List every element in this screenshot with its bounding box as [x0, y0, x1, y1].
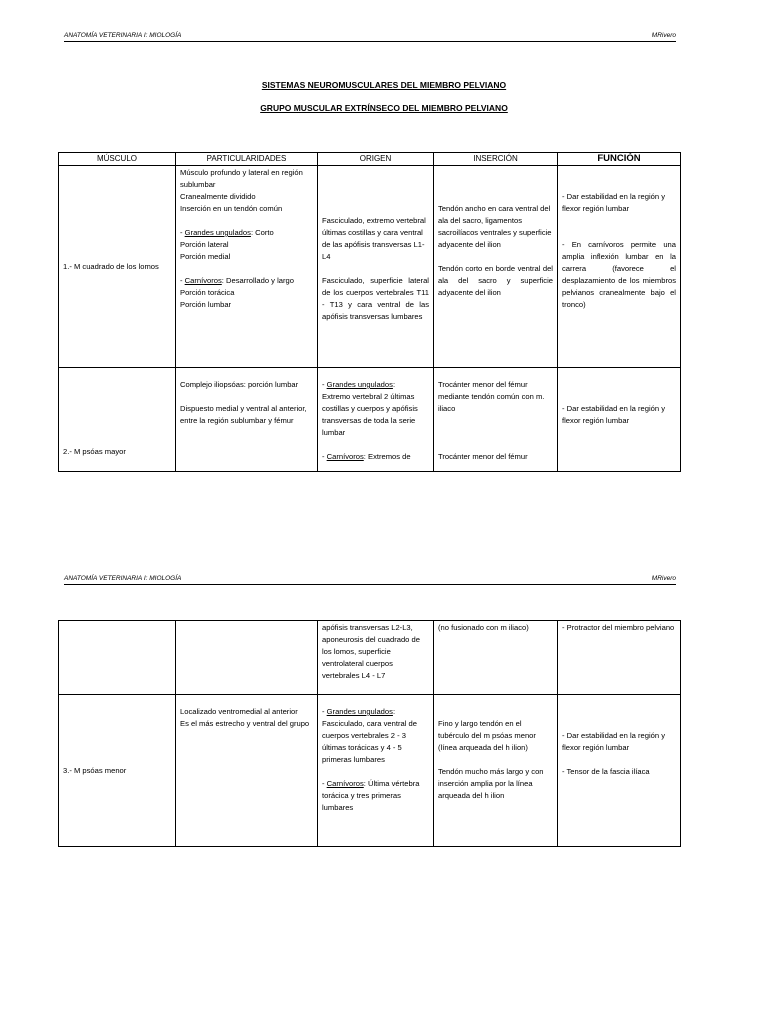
- cell-insercion: Fino y largo tendón en el tubérculo del m psóas menor (línea arqueada del h ilion) Tendón mucho más largo y con inserción amplia por la línea arqueada del h ilion: [434, 695, 558, 847]
- cell-particularidades: Complejo iliopsóas: porción lumbar Dispuesto medial y ventral al anterior, entre la región sublumbar y fémur: [176, 368, 318, 472]
- table-row: [59, 166, 681, 368]
- cell-particularidades: Músculo profundo y lateral en región sublumbar Cranealmente dividido Inserción en un tendón común - Grandes ungulados: Corto Porción lateral Porción medial - Carnívoros: Desarrollado y largo Porción torácica Porción lumbar: [176, 166, 318, 368]
- col-header-origen: ORIGEN: [318, 153, 434, 166]
- header-right: MRivero: [651, 32, 676, 39]
- cell-musculo: 1.- M cuadrado de los lomos: [59, 166, 176, 368]
- cell-particularidades: Localizado ventromedial al anterior Es el más estrecho y ventral del grupo: [176, 695, 318, 847]
- header-left: ANATOMÍA VETERINARIA I: MIOLOGÍA: [64, 575, 182, 582]
- page-subtitle: GRUPO MUSCULAR EXTRÍNSECO DEL MIEMBRO PELVIANO: [260, 103, 508, 113]
- cell-insercion: (no fusionado con m iliaco): [434, 621, 558, 695]
- header-right: MRivero: [651, 575, 676, 582]
- muscle-table-continued: [58, 620, 681, 847]
- header-left: ANATOMÍA VETERINARIA I: MIOLOGÍA: [64, 32, 182, 39]
- cell-insercion: Tendón ancho en cara ventral del ala del sacro, ligamentos sacroilíacos ventrales y superficie adyacente del ilion Tendón corto en borde ventral del ala del sacro y superficie adyacente del ilion: [434, 166, 558, 368]
- col-header-musculo: MÚSCULO: [59, 153, 176, 166]
- muscle-table: [58, 152, 681, 472]
- table-row: [59, 368, 681, 472]
- cell-funcion: - Protractor del miembro pelviano: [558, 621, 681, 695]
- running-header: [64, 575, 676, 585]
- cell-funcion: - Dar estabilidad en la región y flexor región lumbar - En carnívoros permite una amplia inflexión lumbar en la carrera (favorece el desplazamiento de los miembros pelvianos cranealmente bajo el tronco): [558, 166, 681, 368]
- col-header-funcion: FUNCIÓN: [558, 153, 681, 166]
- table-header-row: [59, 153, 681, 166]
- table-row: [59, 621, 681, 695]
- cell-origen: - Grandes ungulados: Fasciculado, cara ventral de cuerpos vertebrales 2 - 3 últimas torácicas y 4 - 5 primeras lumbares - Carnívoros: Última vértebra torácica y tres primeras lumbares: [318, 695, 434, 847]
- cell-insercion: Trocánter menor del fémur mediante tendón común con m. iliaco Trocánter menor del fémur: [434, 368, 558, 472]
- table-row: [59, 695, 681, 847]
- page-title: SISTEMAS NEUROMUSCULARES DEL MIEMBRO PELVIANO: [261, 80, 507, 90]
- cell-particularidades: [176, 621, 318, 695]
- cell-musculo: [59, 621, 176, 695]
- col-header-insercion: INSERCIÓN: [434, 153, 558, 166]
- cell-musculo: 2.- M psóas mayor: [59, 368, 176, 472]
- cell-musculo: 3.- M psóas menor: [59, 695, 176, 847]
- cell-origen: apófisis transversas L2-L3, aponeurosis del cuadrado de los lomos, superficie ventrolateral cuerpos vertebrales L4 - L7: [318, 621, 434, 695]
- running-header: [64, 32, 676, 42]
- cell-origen: - Grandes ungulados: Extremo vertebral 2 últimas costillas y cuerpos y apófisis transversas de toda la serie lumbar - Carnívoros: Extremos de: [318, 368, 434, 472]
- cell-funcion: - Dar estabilidad en la región y flexor región lumbar: [558, 368, 681, 472]
- col-header-particularidades: PARTICULARIDADES: [176, 153, 318, 166]
- cell-funcion: - Dar estabilidad en la región y flexor región lumbar - Tensor de la fascia ilíaca: [558, 695, 681, 847]
- cell-origen: Fasciculado, extremo vertebral últimas costillas y cara ventral de las apófisis transversas L1-L4 Fasciculado, superficie lateral de los cuerpos vertebrales T11 - T13 y cara ventral de las apófisis transversas lumbares: [318, 166, 434, 368]
